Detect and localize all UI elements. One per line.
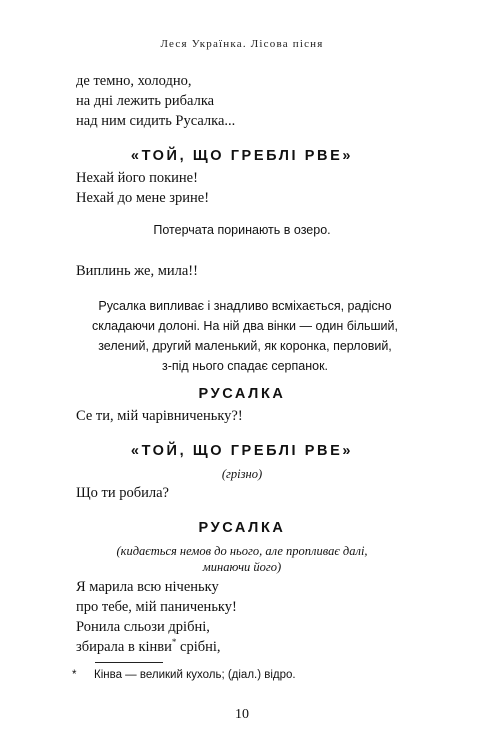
stage-direction-line: з-під нього спадає серпанок. [161, 359, 329, 373]
stage-direction-line: зелений, другий маленький, як коронка, перловий, [98, 339, 392, 353]
verse-line: Що ти робила? [76, 485, 169, 501]
verse-line: Нехай до мене зрине! [76, 190, 210, 206]
verse-line: Се ти, мій чарівниченьку?! [76, 408, 243, 424]
verse-line: на дні лежить рибалка [76, 93, 215, 109]
speaker-name: РУСАЛКА [198, 386, 286, 402]
running-head: Леся Українка. Лісова пісня [160, 38, 324, 50]
speaker-name: «ТОЙ, ЩО ГРЕБЛІ РВЕ» [130, 148, 354, 164]
stage-aside: (грізно) [221, 467, 263, 481]
stage-aside: (кидається немов до нього, але пропливає далі, [116, 544, 368, 558]
verse-line: Нехай його покине! [76, 170, 198, 186]
stage-aside: минаючи його) [202, 560, 282, 574]
stage-direction: Потерчата поринають в озеро. [153, 223, 331, 237]
verse-line: про тебе, мій паниченьку! [76, 599, 237, 615]
verse-line: Виплинь же, мила!! [76, 263, 198, 279]
footnote-text: Кінва — великий кухоль; (діал.) відро. [94, 669, 296, 681]
verse-text: срібні, [176, 639, 221, 655]
verse-line: Ронила сльози дрібні, [76, 619, 210, 635]
speaker-name: РУСАЛКА [198, 520, 286, 536]
footnote-divider [95, 662, 163, 663]
stage-direction-line: Русалка випливає і знадливо всміхається, радісно [98, 299, 392, 313]
verse-line: над ним сидить Русалка... [76, 113, 236, 129]
footnote [72, 669, 296, 681]
verse-line: Я марила всю ніченьку [76, 579, 219, 595]
page-number: 10 [235, 707, 249, 722]
footnote-marker: * [72, 669, 77, 681]
verse-line: де темно, холодно, [76, 73, 192, 89]
stage-direction-line: складаючи долоні. На ній два вінки — один більший, [92, 319, 398, 333]
stage-direction [80, 296, 410, 376]
verse-line [76, 637, 221, 657]
footnote-reference[interactable]: * [171, 637, 177, 648]
speaker-name: «ТОЙ, ЩО ГРЕБЛІ РВЕ» [130, 443, 354, 459]
verse-text: збирала в кінви [76, 639, 172, 655]
